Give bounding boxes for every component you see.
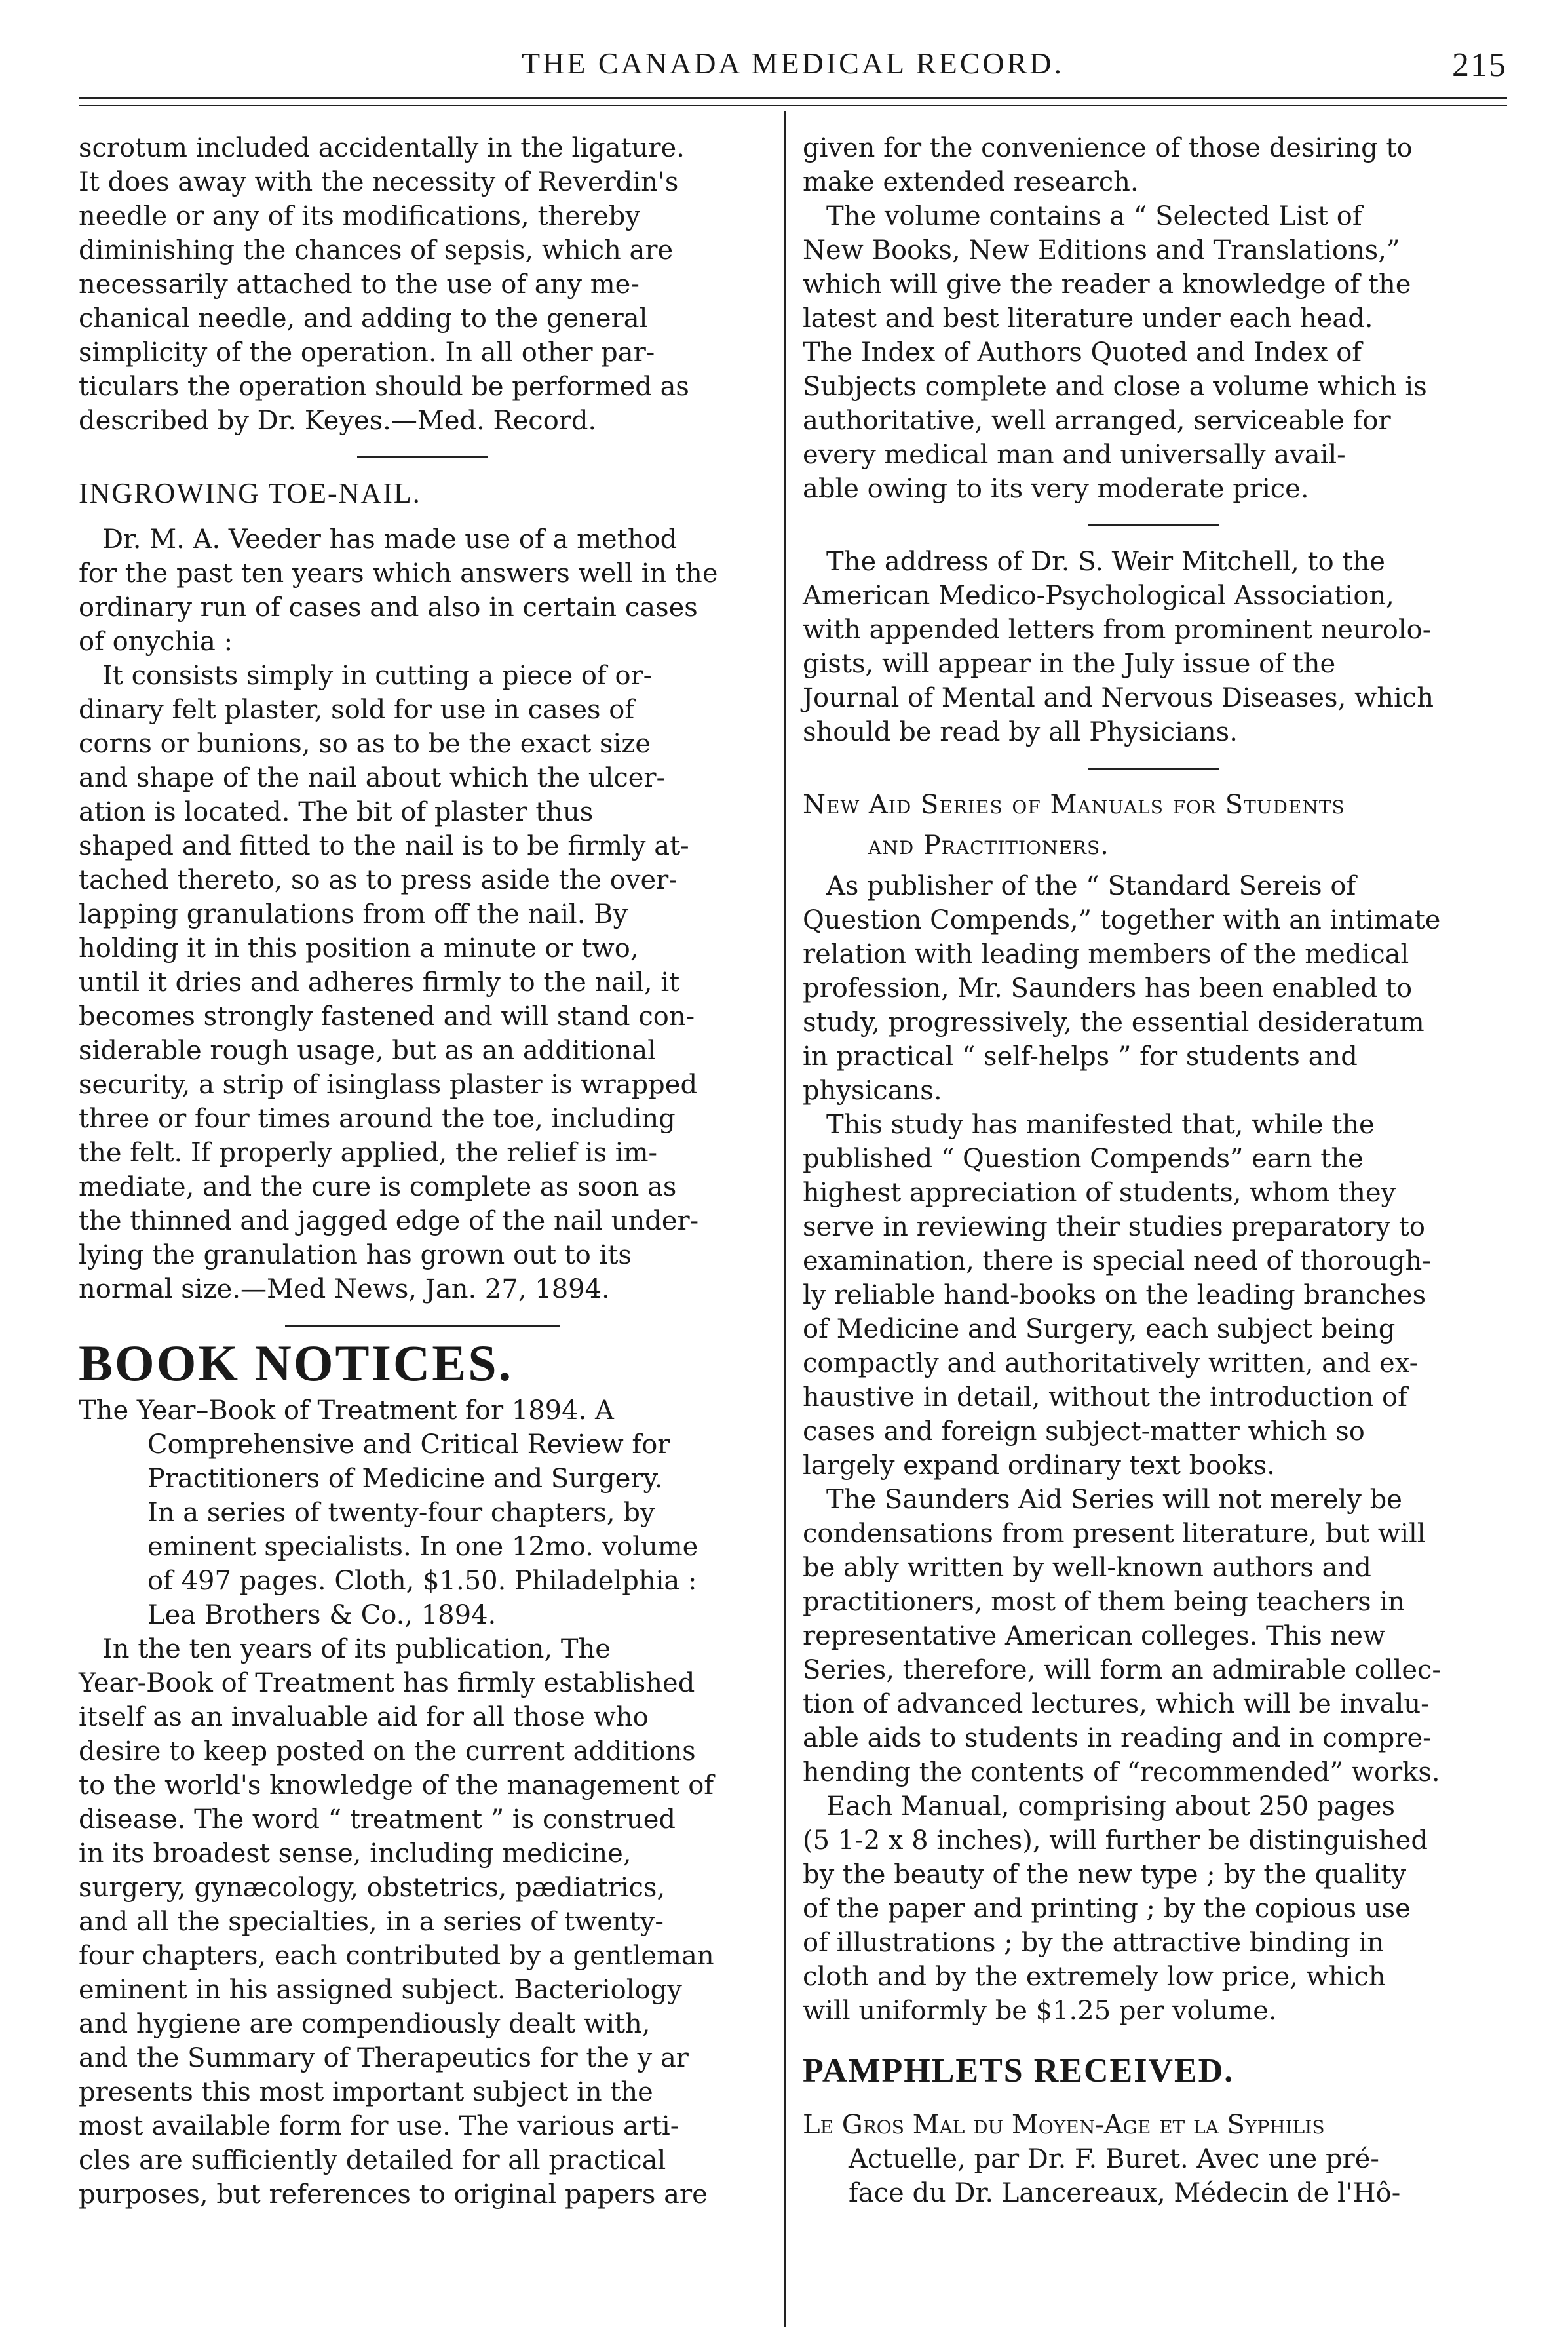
text-line: latest and best literature under each head. [803, 303, 1373, 334]
text-line: needle or any of its modifications, thereby [79, 201, 640, 231]
text-line: hending the contents of “recommended” works. [803, 1757, 1440, 1787]
text-line: examination, there is special need of thorough- [803, 1246, 1431, 1276]
text-line: the thinned and jagged edge of the nail under- [79, 1206, 699, 1236]
text-line: It consists simply in cutting a piece of or- [102, 661, 653, 691]
text-line: lying the granulation has grown out to its [79, 1240, 632, 1270]
text-line: three or four times around the toe, including [79, 1104, 676, 1134]
text-line: Practitioners of Medicine and Surgery. [147, 1464, 663, 1494]
text-line: mediate, and the cure is complete as soon as [79, 1172, 677, 1202]
text-line: Dr. M. A. Veeder has made use of a method [102, 524, 678, 555]
text-line: dinary felt plaster, sold for use in cases of [79, 695, 635, 725]
text-line: As publisher of the “ Standard Sereis of [826, 871, 1356, 901]
text-line: The Year–Book of Treatment for 1894. A [79, 1395, 614, 1426]
text-line: of the paper and printing ; by the copious use [803, 1894, 1411, 1924]
page-header [79, 39, 1507, 92]
section-separator [1088, 768, 1219, 770]
text-line: physicans. [803, 1076, 942, 1106]
text-line: The Saunders Aid Series will not merely be [826, 1485, 1402, 1515]
text-line: largely expand ordinary text books. [803, 1451, 1275, 1481]
text-line: lapping granulations from off the nail. By [79, 899, 628, 929]
text-line: published “ Question Compends” earn the [803, 1144, 1364, 1174]
text-line: profession, Mr. Saunders has been enabled to [803, 973, 1413, 1003]
text-line: representative American colleges. This new [803, 1621, 1386, 1651]
text-line: be ably written by well-known authors and [803, 1553, 1371, 1583]
text-line: The volume contains a “ Selected List of [826, 201, 1362, 231]
text-line: able aids to students in reading and in compre- [803, 1723, 1432, 1753]
text-line: becomes strongly fastened and will stand con- [79, 1002, 695, 1032]
text-line: American Medico-Psychological Association, [803, 581, 1394, 611]
text-line: Year-Book of Treatment has firmly established [79, 1668, 695, 1698]
book-notices-heading: BOOK NOTICES. [79, 1335, 514, 1392]
text-line: in practical “ self-helps ” for students and [803, 1042, 1358, 1072]
text-line: and the Summary of Therapeutics for the y ar [79, 2043, 689, 2073]
text-line: and all the specialties, in a series of twenty- [79, 1907, 664, 1937]
text-line: of 497 pages. Cloth, $1.50. Philadelphia : [147, 1566, 697, 1596]
text-line: diminishing the chances of sepsis, which are [79, 235, 674, 265]
text-line: necessarily attached to the use of any me- [79, 269, 640, 300]
review-continuation [803, 131, 1504, 506]
text-line: holding it in this position a minute or two, [79, 933, 639, 964]
pamphlet-entry [803, 2108, 1504, 2210]
text-line: eminent specialists. In one 12mo. volume [147, 1532, 698, 1562]
intro-paragraph [79, 131, 767, 438]
text-line: ation is located. The bit of plaster thus [79, 797, 594, 827]
text-line: until it dries and adheres firmly to the nail, it [79, 967, 680, 998]
text-line: New Aid Series of Manuals for Students [803, 790, 1345, 820]
text-line: Series, therefore, will form an admirable collec- [803, 1655, 1441, 1685]
text-line: eminent in his assigned subject. Bacteriology [79, 1975, 682, 2005]
text-line: security, a strip of isinglass plaster is wrapped [79, 1070, 698, 1100]
text-line: tion of advanced lectures, which will be invalu- [803, 1689, 1430, 1719]
journal-title: THE CANADA MEDICAL RECORD. [521, 47, 1065, 80]
text-line: (5 1-2 x 8 inches), will further be distinguished [803, 1825, 1428, 1856]
text-line: for the past ten years which answers well in the [79, 558, 718, 589]
page-number: 215 [1452, 47, 1507, 84]
text-line: gists, will appear in the July issue of the [803, 649, 1336, 679]
text-line: condensations from present literature, but will [803, 1519, 1426, 1549]
text-line: most available form for use. The various arti- [79, 2111, 679, 2141]
pamphlets-heading: PAMPHLETS RECEIVED. [803, 2052, 1234, 2090]
header-rule-thin [79, 105, 1507, 106]
text-line: Question Compends,” together with an intimate [803, 905, 1441, 935]
text-line: and hygiene are compendiously dealt with, [79, 2009, 651, 2039]
text-line: which will give the reader a knowledge of the [803, 269, 1411, 300]
text-line: by the beauty of the new type ; by the quality [803, 1860, 1407, 1890]
text-line: It does away with the necessity of Reverdin's [79, 167, 679, 197]
text-line: with appended letters from prominent neurolo- [803, 615, 1432, 645]
text-line: corns or bunions, so as to be the exact size [79, 729, 651, 759]
column-divider [784, 111, 786, 2327]
text-line: of onychia : [79, 627, 233, 657]
text-line: highest appreciation of students, whom they [803, 1178, 1396, 1208]
text-line: In the ten years of its publication, The [102, 1634, 611, 1664]
text-line: Subjects complete and close a volume which is [803, 372, 1427, 402]
text-line: will uniformly be $1.25 per volume. [803, 1996, 1277, 2026]
text-line: cases and foreign subject-matter which so [803, 1416, 1365, 1447]
text-line: cloth and by the extremely low price, which [803, 1962, 1386, 1992]
text-line: The Index of Authors Quoted and Index of [803, 338, 1362, 368]
text-line: in its broadest sense, including medicine, [79, 1839, 632, 1869]
text-line: surgery, gynæcology, obstetrics, pædiatrics, [79, 1873, 666, 1903]
text-line: In a series of twenty-four chapters, by [147, 1498, 655, 1528]
text-line: purposes, but references to original papers are [79, 2179, 708, 2210]
ingrowing-article [79, 522, 767, 1306]
mitchell-notice [803, 545, 1504, 749]
aid-series-article [803, 869, 1504, 2028]
text-line: the felt. If properly applied, the relief is im- [79, 1138, 658, 1168]
text-line: presents this most important subject in the [79, 2077, 653, 2107]
text-line: authoritative, well arranged, serviceable for [803, 406, 1391, 436]
text-line: of illustrations ; by the attractive binding in [803, 1928, 1385, 1958]
text-line: should be read by all Physicians. [803, 717, 1238, 747]
text-line: Comprehensive and Critical Review for [147, 1430, 670, 1460]
book-review [79, 1632, 767, 2211]
text-line: four chapters, each contributed by a gentleman [79, 1941, 714, 1971]
right-column [803, 131, 1504, 2210]
text-line: chanical needle, and adding to the general [79, 303, 648, 334]
text-line: Le Gros Mal du Moyen-Age et la Syphilis [803, 2110, 1325, 2140]
text-line: ticulars the operation should be performed as [79, 372, 689, 402]
text-line: study, progressively, the essential desideratum [803, 1007, 1425, 1038]
text-line: Actuelle, par Dr. F. Buret. Avec une pré- [849, 2144, 1379, 2174]
text-line: haustive in detail, without the introduction of [803, 1382, 1407, 1413]
text-line: ordinary run of cases and also in certain cases [79, 593, 698, 623]
text-line: normal size.—Med News, Jan. 27, 1894. [79, 1274, 610, 1304]
text-line: desire to keep posted on the current additions [79, 1736, 696, 1766]
text-line: relation with leading members of the medical [803, 939, 1409, 969]
text-line: to the world's knowledge of the management of [79, 1770, 714, 1801]
section-separator [357, 456, 488, 458]
text-line: and Practitioners. [868, 830, 1109, 861]
text-line: siderable rough usage, but as an additional [79, 1036, 657, 1066]
text-line: simplicity of the operation. In all other par- [79, 338, 655, 368]
text-line: Journal of Mental and Nervous Diseases, which [803, 683, 1434, 713]
text-line: every medical man and universally avail- [803, 440, 1346, 470]
text-line: given for the convenience of those desiring to [803, 133, 1413, 163]
text-line: serve in reviewing their studies preparatory to [803, 1212, 1425, 1242]
aid-series-heading [803, 788, 1504, 863]
text-line: tached thereto, so as to press aside the over- [79, 865, 678, 895]
section-separator [285, 1325, 560, 1327]
left-column [79, 131, 767, 2211]
text-line: The address of Dr. S. Weir Mitchell, to the [826, 547, 1385, 577]
text-line: cles are sufficiently detailed for all practical [79, 2145, 666, 2175]
text-line: of Medicine and Surgery, each subject being [803, 1314, 1396, 1344]
text-line: make extended research. [803, 167, 1139, 197]
ingrowing-heading: INGROWING TOE-NAIL. [79, 477, 421, 509]
text-line: This study has manifested that, while the [826, 1110, 1375, 1140]
text-line: able owing to its very moderate price. [803, 474, 1309, 504]
text-line: and shape of the nail about which the ulcer- [79, 763, 666, 793]
text-line: scrotum included accidentally in the ligature. [79, 133, 685, 163]
text-line: disease. The word “ treatment ” is construed [79, 1804, 676, 1835]
text-line: itself as an invaluable aid for all those who [79, 1702, 649, 1732]
text-line: New Books, New Editions and Translations,” [803, 235, 1400, 265]
text-line: ly reliable hand-books on the leading branches [803, 1280, 1426, 1310]
text-line: practitioners, most of them being teachers in [803, 1587, 1405, 1617]
text-line: compactly and authoritatively written, and ex- [803, 1348, 1419, 1378]
book-entry [79, 1393, 767, 1632]
text-line: shaped and fitted to the nail is to be firmly at- [79, 831, 689, 861]
text-line: Lea Brothers & Co., 1894. [147, 1600, 497, 1630]
header-rule [79, 97, 1507, 99]
text-line: described by Dr. Keyes.—Med. Record. [79, 406, 597, 436]
text-line: face du Dr. Lancereaux, Médecin de l'Hô- [849, 2178, 1401, 2208]
text-line: Each Manual, comprising about 250 pages [826, 1791, 1396, 1822]
section-separator [1088, 524, 1219, 526]
